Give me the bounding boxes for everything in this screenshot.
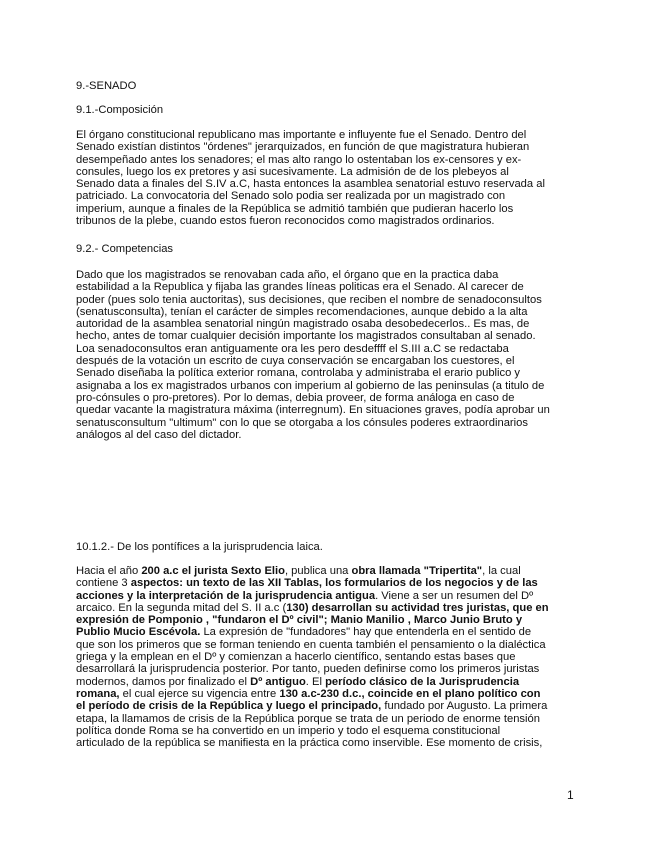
text-line: El órgano constitucional republicano mas importante e influyente fue el Senado. Dentro del: [76, 129, 527, 141]
text-line: pro-cónsules o pro-pretores). Por lo demas, debia proveer, de forma análoga en caso de: [76, 391, 515, 404]
text-line: [76, 565, 576, 577]
text-line: [76, 688, 576, 700]
text-line: tribunos de la plebe, cuando estos fueron reconocidos como magistrados ordinarios.: [76, 215, 495, 228]
section-9-1-heading: 9.1.-Composición: [76, 104, 164, 116]
text-run: modernos, damos por finalizado el: [76, 675, 251, 688]
text-run: , la cual: [482, 565, 521, 577]
page-number: 1: [567, 788, 574, 802]
text-line: hecho, antes de tomar cualquier decisión importante los magistrados consultaban al senado.: [76, 330, 536, 343]
text-line: [76, 626, 576, 638]
text-line: patriciado. La convocatoria del Senado solo podia ser realizada por un magistrado con: [76, 190, 506, 203]
text-line: [76, 663, 576, 675]
text-line: Senado existían distintos "órdenes" jerarquizados, en función de que magistratura hubieran: [76, 141, 530, 154]
bold-text: 130) desarrollan su actividad tres juristas, que en: [286, 601, 549, 614]
text-line: Senado data a finales del S.IV a.C, hasta entonces la asamblea senatorial estuvo reservada al: [76, 178, 545, 191]
bold-text: 200 a.c el jurista Sexto Elio: [141, 565, 285, 577]
text-run: que son los primeros que se forman teniendo en cuenta también el pensamiento o la dialéctica: [76, 638, 546, 651]
text-run: . El: [305, 675, 326, 688]
bold-text: acciones y la interpretación de la jurisprudencia antigua: [76, 589, 376, 602]
text-run: , publica una: [284, 565, 352, 577]
text-run: desarrollará la jurisprudencia posterior. Por tanto, pueden definirse como los primeros juristas: [76, 663, 540, 676]
text-run: articulado de la república se manifiesta en la práctica como inservible. Ese momento de crisis,: [76, 737, 543, 750]
paragraph-composicion: [76, 129, 576, 227]
text-line: senatusconsultum "ultimum" con lo que se otorgaba a los cónsules poderes extraordinarios: [76, 416, 528, 429]
section-9-2-heading: 9.2.- Competencias: [76, 243, 174, 255]
text-run: La expresión de "fundadores" hay que entenderla en el sentido de: [200, 626, 532, 639]
text-line: asignaba a los ex magistrados urbanos con imperium al gobierno de las peninsulas (a titulo de: [76, 379, 545, 392]
section-9-heading: 9.-SENADO: [76, 80, 137, 92]
text-run: . Viene a ser un resumen del Dº: [375, 589, 534, 602]
text-run: arcaico. En la segunda mitad del S. II a.c (: [76, 601, 287, 614]
text-run: el cual ejerce su vigencia entre: [119, 687, 280, 700]
text-line: poder (pues solo tenia auctoritas), sus decisiones, que reciben el nombre de senadoconsultos: [76, 293, 542, 306]
paragraph-competencias: [76, 269, 576, 441]
bold-text: Publio Mucio Escévola.: [76, 626, 201, 639]
text-line: [76, 713, 576, 725]
text-line: [76, 725, 576, 737]
bold-text: el período de crisis de la República y luego el principado,: [76, 700, 382, 713]
text-line: [76, 700, 576, 712]
bold-text: 130 a.c-230 d.c., coincide en el plano político con: [279, 687, 541, 700]
text-line: [76, 676, 576, 688]
text-line: (senatusconsulta), tenían el carácter de simples recomendaciones, aunque debido a la alta: [76, 305, 528, 318]
text-run: griega y la emplean en el Dº y comienzan a hacerlo científico, sentando estas bases que: [76, 651, 516, 664]
text-line: [76, 639, 576, 651]
text-line: [76, 651, 576, 663]
text-line: quedar vacante la magistratura máxima (interregnum). En situaciones graves, podía aprobar un: [76, 404, 550, 417]
text-line: [76, 737, 576, 749]
text-line: imperium, aunque a finales de la República se admitió también que pudieran hacerlo los: [76, 202, 514, 215]
text-run: Hacia el año: [76, 565, 142, 577]
bold-text: obra llamada "Tripertita": [351, 565, 483, 577]
text-line: Loa senadoconsultos eran antiguamente ora les pero desdeffff el S.III a.C se redactaba: [76, 342, 509, 355]
text-line: estabilidad a la Republica y fijaba las grandes líneas politicas era el Senado. Al carecer de: [76, 281, 524, 294]
bold-text: Dº antiguo: [250, 675, 306, 688]
text-line: consules, luego los ex pretores y asi sucesivamente. La admisión de de los plebeyos al: [76, 165, 509, 178]
paragraph-jurisprudencia: [76, 565, 576, 749]
bold-text: romana,: [76, 687, 120, 700]
text-line: [76, 602, 576, 614]
text-line: autoridad de la asamblea senatorial ningún magistrado osaba desobedecerlos.. Es mas, de: [76, 318, 530, 331]
text-line: [76, 614, 576, 626]
bold-text: aspectos: un texto de las XII Tablas, los formularios de los negocios y de las: [130, 577, 538, 590]
text-run: etapa, la llamamos de crisis de la República porque se trata de un periodo de enorme tensión: [76, 712, 540, 725]
text-line: [76, 577, 576, 589]
bold-text: período clásico de la Jurisprudencia: [325, 675, 520, 688]
text-line: Senado diseñaba la política exterior romana, controlaba y administraba el erario publico y: [76, 367, 521, 380]
text-run: política donde Roma se ha convertido en un imperio y todo el esquema constitucional: [76, 724, 501, 737]
text-line: desempeñado antes los senadores; el mas alto rango lo ostentaban los ex-censores y ex-: [76, 153, 522, 166]
text-run: fundado por Augusto. La primera: [381, 700, 548, 713]
text-line: Dado que los magistrados se renovaban cada año, el órgano que en la practica daba: [76, 269, 499, 281]
text-line: [76, 590, 576, 602]
bold-text: expresión de Pomponio , "fundaron el Dº civil"; Manio Manilio , Marco Junio Bruto y: [76, 614, 523, 627]
text-run: contiene 3: [76, 577, 131, 590]
text-line: análogos al del caso del dictador.: [76, 428, 242, 441]
text-line: después de la votación un escrito de cuya conservación se encargaban los cuestores, el: [76, 355, 515, 368]
section-10-1-2-heading: 10.1.2.- De los pontífices a la jurisprudencia laica.: [76, 541, 323, 553]
